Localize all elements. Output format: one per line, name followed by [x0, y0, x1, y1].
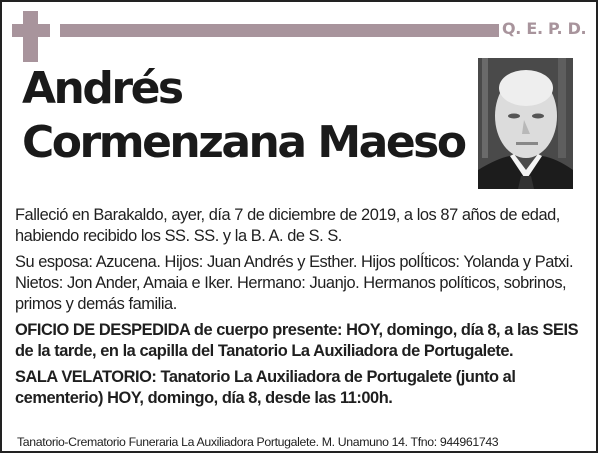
funeral-service-paragraph: OFICIO DE DESPEDIDA de cuerpo presente: HOY, domingo, día 8, a las SEIS de la tarde, en la capilla del Tanatorio La Auxiliadora de Portugalete.	[15, 321, 579, 360]
wake-room-paragraph: SALA VELATORIO: Tanatorio La Auxiliadora de Portugalete (junto al cementerio) HOY, domingo, día 8, desde las 11:00h.	[15, 368, 516, 407]
funeral-home-footer: Tanatorio-Crematorio Funeraria La Auxiliadora Portugalete. M. Unamuno 14. Tfno: 944961743	[17, 435, 499, 449]
cross-icon-horizontal	[12, 24, 50, 37]
portrait-photo	[478, 58, 573, 189]
header-rule	[60, 24, 499, 37]
obituary-body	[15, 205, 590, 414]
qepd-label: Q. E. P. D.	[502, 19, 587, 38]
deceased-name	[22, 62, 465, 170]
portrait-icon	[478, 58, 573, 189]
deceased-surnames: Cormenzana Maeso	[22, 117, 465, 168]
death-notice-paragraph: Falleció en Barakaldo, ayer, día 7 de diciembre de 2019, a los 87 años de edad, habiendo recibido los SS. SS. y la B. A. de S. S.	[15, 206, 560, 245]
deceased-first-name: Andrés	[22, 63, 182, 114]
family-paragraph: Su esposa: Azucena. Hijos: Juan Andrés y Esther. Hijos polÍticos: Yolanda y Patxi. Nietos: Jon Ander, Amaia e Iker. Hermano: Juanjo. Hermanos políticos, sobrinos, primos y demás familia.	[15, 253, 574, 313]
